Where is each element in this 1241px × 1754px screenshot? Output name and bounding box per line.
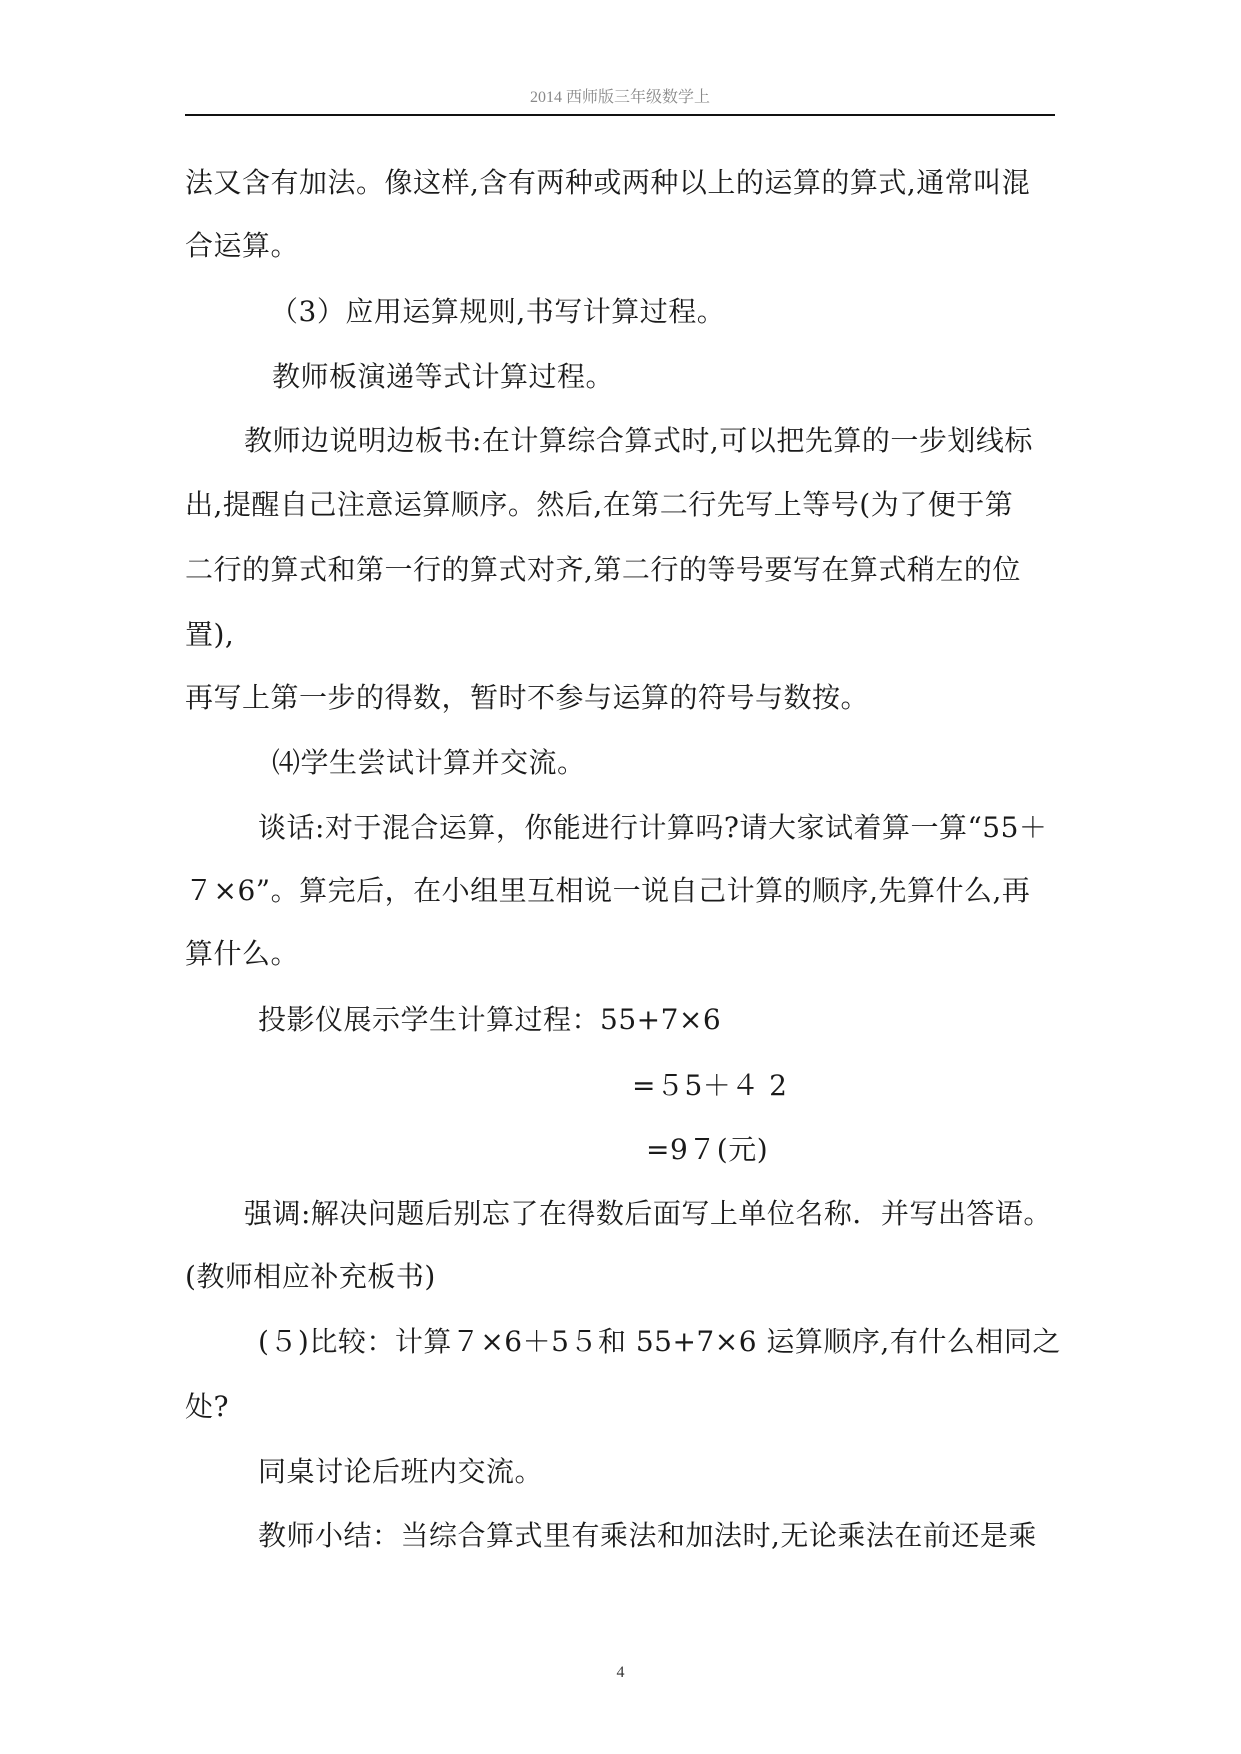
body-line: 出,提醒自己注意运算顺序。然后,在第二行先写上等号(为了便于第 [185, 488, 1014, 521]
body-line: 同桌讨论后班内交流。 [258, 1455, 544, 1488]
body-line: =５5＋４ 2 [632, 1069, 788, 1102]
body-line: 法又含有加法。像这样,含有两种或两种以上的运算的算式,通常叫混 [185, 166, 1031, 199]
body-line: ⑷学生尝试计算并交流。 [272, 746, 586, 779]
body-line: =9７(元) [646, 1133, 769, 1166]
body-line: 处? [185, 1390, 230, 1423]
body-line: 二行的算式和第一行的算式对齐,第二行的等号要写在算式稍左的位 [185, 553, 1021, 586]
body-line: 置), [185, 618, 235, 651]
body-line: （3）应用运算规则,书写计算过程。 [270, 295, 726, 328]
body-line: 教师边说明边板书:在计算综合算式时,可以把先算的一步划线标 [244, 424, 1033, 457]
body-line: 教师板演递等式计算过程。 [272, 360, 615, 393]
header-rule [185, 114, 1055, 116]
body-line: 算什么。 [185, 937, 300, 970]
body-line: 强调:解决问题后别忘了在得数后面写上单位名称．并写出答语。 [244, 1197, 1052, 1230]
body-line: 投影仪展示学生计算过程：55+7×6 [258, 1003, 722, 1036]
body-line: (教师相应补充板书) [185, 1260, 436, 1293]
body-line: 教师小结：当综合算式里有乘法和加法时,无论乘法在前还是乘 [258, 1519, 1037, 1552]
page-number: 4 [616, 1664, 625, 1681]
body-line: ７×6”。算完后，在小组里互相说一说自己计算的顺序,先算什么,再 [185, 874, 1031, 907]
body-line: (５)比较：计算７×6＋5５和 55+7×6 运算顺序,有什么相同之 [258, 1325, 1061, 1358]
body-line: 再写上第一步的得数，暂时不参与运算的符号与数按。 [185, 681, 870, 714]
body-line: 合运算。 [185, 229, 300, 262]
page-header: 2014 西师版三年级数学上 [529, 89, 710, 106]
body-line: 谈话:对于混合运算，你能进行计算吗?请大家试着算一算“55＋ [258, 811, 1048, 844]
